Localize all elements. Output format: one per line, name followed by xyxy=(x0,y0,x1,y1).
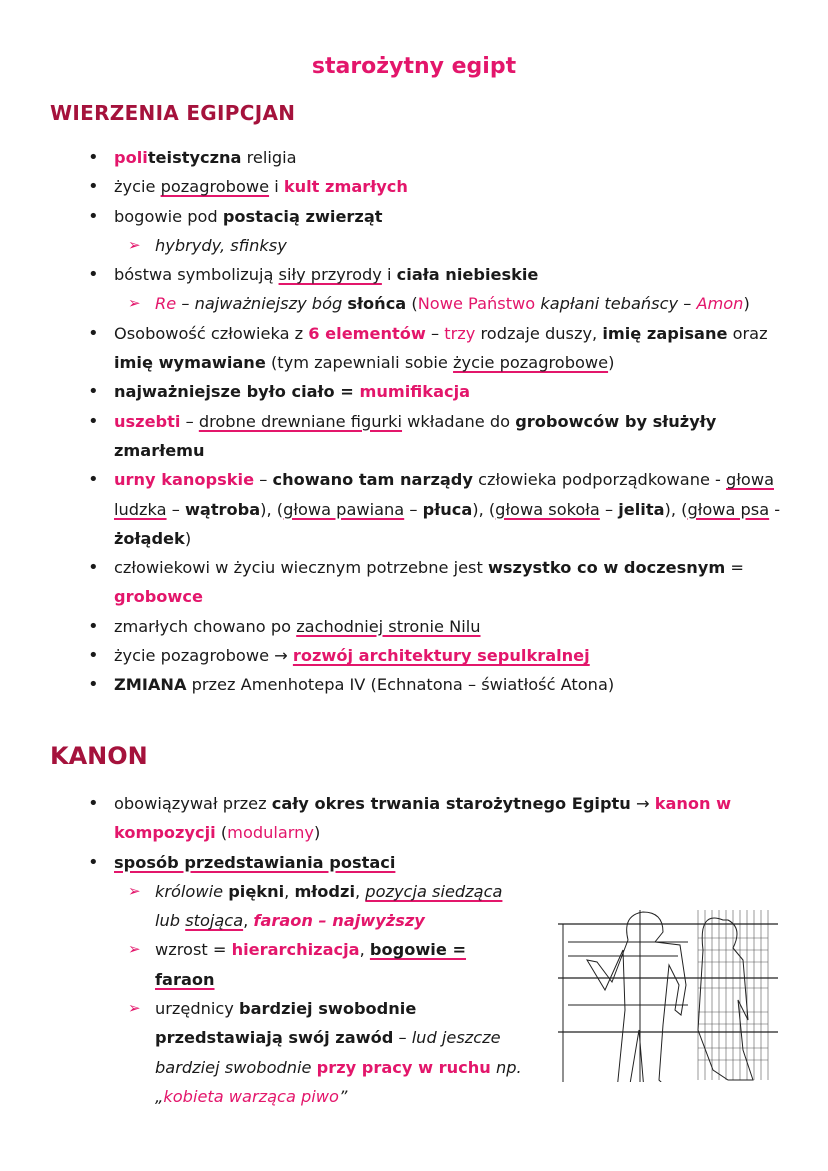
sub-bullet-item xyxy=(128,935,530,994)
text-segment: pozycja siedząca xyxy=(365,881,503,901)
text-segment: ) xyxy=(743,294,750,314)
figure-left xyxy=(587,912,686,1082)
text-segment: ) xyxy=(184,528,192,548)
text-segment: – xyxy=(404,499,423,519)
text-segment: płuca xyxy=(422,499,473,519)
text-segment: – xyxy=(599,499,619,519)
text-segment: religia xyxy=(241,148,297,167)
text-segment: rodzaje duszy, xyxy=(475,323,603,343)
bullet-item xyxy=(88,553,788,612)
section-heading-beliefs: WIERZENIA EGIPCJAN xyxy=(50,101,296,125)
text-segment: bogowie pod xyxy=(114,206,223,226)
text-segment: głowa psa xyxy=(687,499,770,519)
text-segment: życie pozagrobowe xyxy=(453,353,609,373)
text-segment: głowa sokoła xyxy=(495,499,600,519)
text-segment: Nowe Państwo xyxy=(417,294,536,314)
text-segment: poli xyxy=(114,148,148,167)
beliefs-list xyxy=(88,143,788,700)
text-segment: królowie xyxy=(155,881,229,901)
bullet-item xyxy=(88,260,788,289)
text-segment: drobne drewniane figurki xyxy=(198,411,403,431)
text-segment: człowieka podporządkowane - xyxy=(472,470,727,490)
text-segment: – najważniejszy bóg xyxy=(176,294,348,314)
text-segment: hierarchizacja xyxy=(231,940,360,960)
text-segment: jelita xyxy=(618,499,665,519)
section-heading-canon: KANON xyxy=(50,742,148,770)
text-segment: 6 elementów xyxy=(308,323,426,343)
text-segment: ), ( xyxy=(472,499,496,519)
text-segment: młodzi xyxy=(294,881,355,901)
text-segment: pozagrobowe xyxy=(160,177,270,197)
text-segment: ZMIANA xyxy=(114,675,187,695)
text-segment: siły przyrody xyxy=(278,265,382,285)
bullet-item xyxy=(88,202,788,231)
text-segment: lud jeszcze bardziej swobodnie xyxy=(155,1028,501,1077)
bullet-item xyxy=(88,670,788,699)
text-segment: wzrost = xyxy=(155,940,232,960)
text-segment: głowa ludzka xyxy=(114,470,774,519)
text-segment: sposób przedstawiania postaci xyxy=(114,852,396,872)
text-segment: zmarłych chowano po xyxy=(114,616,297,636)
text-segment: i xyxy=(269,177,284,197)
text-segment: ), ( xyxy=(664,499,688,519)
text-segment: ) xyxy=(314,823,321,843)
text-segment: faraon – najwyższy xyxy=(253,911,425,931)
text-segment: ( xyxy=(406,294,418,314)
text-segment: przy pracy w ruchu xyxy=(316,1057,491,1077)
text-segment: ) xyxy=(608,353,615,373)
text-segment: – xyxy=(166,499,185,519)
text-segment: przez Amenhotepa IV (Echnatona – światłość Atona) xyxy=(186,675,615,695)
text-segment: , xyxy=(284,881,295,901)
bullet-item xyxy=(88,848,778,877)
sub-bullet-item xyxy=(128,877,530,936)
bullet-item xyxy=(88,407,788,466)
sub-bullet-item xyxy=(128,289,788,318)
text-segment: kanon w kompozycji xyxy=(114,794,732,843)
bullet-item xyxy=(88,641,788,670)
bullet-item xyxy=(88,465,788,553)
text-segment: – xyxy=(254,470,273,490)
text-segment: , xyxy=(355,881,366,901)
text-segment: hybrydy, sfinksy xyxy=(155,235,287,255)
text-segment: piękni xyxy=(228,881,285,901)
text-segment: ), ( xyxy=(260,499,284,519)
bullet-item xyxy=(88,789,778,848)
text-segment: – xyxy=(180,411,199,431)
text-segment: ( xyxy=(215,823,228,843)
text-segment: kobieta warząca piwo xyxy=(163,1086,339,1106)
text-segment: kapłani tebańscy – xyxy=(535,294,697,314)
text-segment: , xyxy=(243,911,254,931)
text-segment: słońca xyxy=(347,294,407,314)
text-segment: → xyxy=(630,794,655,813)
text-segment: uszebti xyxy=(114,411,181,431)
text-segment: – xyxy=(425,323,445,343)
text-segment: Amon xyxy=(696,294,744,314)
text-segment: najważniejsze było ciało = xyxy=(114,382,360,402)
text-segment: trzy xyxy=(444,323,476,343)
text-segment: stojąca xyxy=(185,911,244,931)
text-segment: wątroba xyxy=(184,499,261,519)
text-segment: imię zapisane xyxy=(602,323,728,343)
text-segment: postacią zwierząt xyxy=(222,206,383,226)
sub-bullet-item xyxy=(128,994,530,1111)
text-segment: = xyxy=(725,558,744,578)
text-segment: kult zmarłych xyxy=(283,177,408,197)
text-segment: chowano tam narządy xyxy=(272,470,473,490)
bullet-item xyxy=(88,172,788,201)
text-segment: bóstwa symbolizują xyxy=(114,265,279,285)
text-segment: ” xyxy=(338,1086,348,1106)
grid xyxy=(698,910,768,1080)
text-segment: głowa pawiana xyxy=(283,499,405,519)
text-segment: urzędnicy xyxy=(155,999,240,1019)
text-segment: cały okres trwania starożytnego Egiptu xyxy=(271,794,631,813)
bullet-item xyxy=(88,377,788,406)
text-segment: mumifikacja xyxy=(359,382,471,402)
bullet-item xyxy=(88,612,788,641)
text-segment: i xyxy=(381,265,397,285)
text-segment: np. „ xyxy=(155,1057,522,1106)
text-segment: bogowie = faraon xyxy=(155,940,467,989)
egyptian-canon-figure-image xyxy=(548,900,780,1082)
text-segment: , xyxy=(359,940,370,960)
sub-bullet-item xyxy=(128,231,788,260)
text-segment: grobowce xyxy=(114,587,203,607)
text-segment: Osobowość człowieka z xyxy=(114,323,309,343)
text-segment: teistyczna xyxy=(147,148,242,167)
text-segment: lub xyxy=(155,911,186,931)
text-segment: człowiekowi w życiu wiecznym potrzebne jest xyxy=(114,558,488,578)
text-segment: (tym zapewniali sobie xyxy=(265,353,454,373)
text-segment: – xyxy=(393,1028,412,1048)
document-title: starożytny egipt xyxy=(311,54,517,79)
text-segment: - xyxy=(769,499,781,519)
text-segment: grobowców by służyły zmarłemu xyxy=(114,411,717,460)
text-segment: wszystko co w doczesnym xyxy=(487,558,726,578)
text-segment: imię wymawiane xyxy=(114,353,266,373)
text-segment: obowiązywał przez xyxy=(114,794,272,813)
text-segment: ciała niebieskie xyxy=(396,265,539,285)
text-segment: życie xyxy=(114,177,161,197)
figure-right xyxy=(698,918,753,1080)
text-segment: wkładane do xyxy=(402,411,516,431)
bullet-item xyxy=(88,143,788,172)
text-segment: zachodniej stronie Nilu xyxy=(296,616,481,636)
text-segment: żołądek xyxy=(114,528,185,548)
text-segment: rozwój architektury sepulkralnej xyxy=(292,646,590,666)
text-segment: modularny xyxy=(227,823,315,843)
text-segment: życie pozagrobowe → xyxy=(114,646,293,666)
text-segment: Re xyxy=(155,294,177,314)
bullet-item xyxy=(88,319,788,378)
text-segment: oraz xyxy=(727,323,768,343)
text-segment: urny kanopskie xyxy=(114,470,255,490)
text-segment: bardziej swobodnie przedstawiają swój zawód xyxy=(155,999,417,1048)
